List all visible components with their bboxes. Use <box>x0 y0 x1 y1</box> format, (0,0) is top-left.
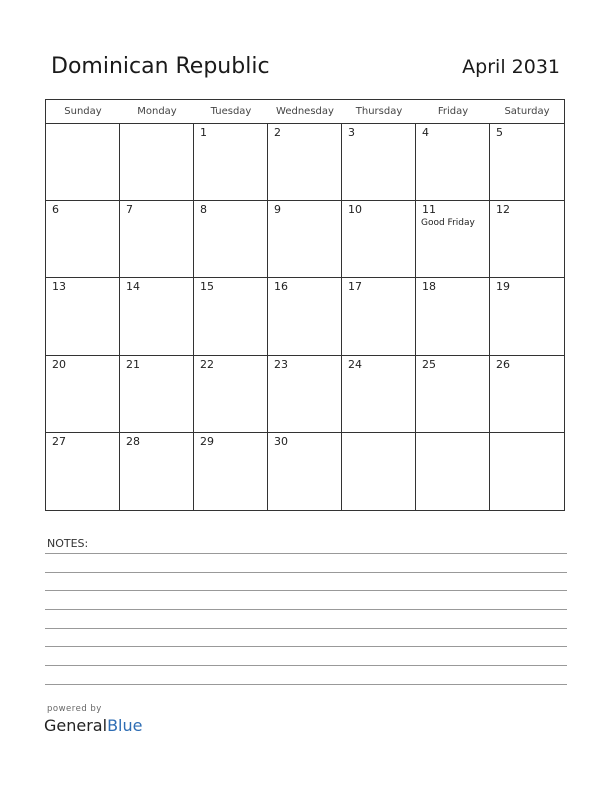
day-number: 29 <box>200 434 214 448</box>
day-cell <box>490 201 564 278</box>
day-number: 20 <box>52 357 66 371</box>
day-number: 8 <box>200 203 207 217</box>
note-line <box>45 684 567 685</box>
day-cell <box>490 356 564 433</box>
day-cell <box>416 124 490 201</box>
day-cell <box>268 433 342 510</box>
weekday-sunday: Sunday <box>64 106 102 117</box>
brand-blue: Blue <box>107 716 143 735</box>
day-cell <box>120 124 194 201</box>
day-number: 5 <box>496 126 503 139</box>
notes-label: NOTES: <box>47 537 89 550</box>
day-number: 4 <box>422 126 429 139</box>
day-number: 18 <box>422 280 436 294</box>
day-cell <box>342 278 416 355</box>
brand-logo <box>44 716 142 735</box>
day-number: 6 <box>52 203 59 217</box>
day-cell <box>46 433 120 510</box>
day-cell <box>268 356 342 433</box>
month-year-label: April 2031 <box>462 56 560 78</box>
day-cell <box>342 433 416 510</box>
day-cell <box>194 124 268 201</box>
day-cell <box>490 278 564 355</box>
weekday-tuesday: Tuesday <box>210 106 252 117</box>
weekday-saturday: Saturday <box>504 106 550 117</box>
day-number: 15 <box>200 280 214 294</box>
day-cell <box>416 356 490 433</box>
day-number: 16 <box>274 280 288 294</box>
note-line <box>45 590 567 591</box>
day-number: 30 <box>274 434 288 448</box>
day-cell <box>268 278 342 355</box>
day-number: 21 <box>126 357 140 371</box>
day-cell <box>194 356 268 433</box>
note-line <box>45 665 567 666</box>
day-cell <box>194 201 268 278</box>
note-line <box>45 609 567 610</box>
day-cell <box>268 201 342 278</box>
day-number: 19 <box>496 280 510 294</box>
day-number: 27 <box>52 434 66 448</box>
day-number: 7 <box>126 203 133 217</box>
weekday-friday: Friday <box>437 106 469 117</box>
day-number: 13 <box>52 280 66 294</box>
day-cell <box>120 433 194 510</box>
day-number: 26 <box>496 357 510 371</box>
holiday-label: Good Friday <box>421 218 475 229</box>
note-line <box>45 553 567 554</box>
note-line <box>45 572 567 573</box>
day-cell <box>342 201 416 278</box>
day-cell <box>416 201 490 278</box>
day-cell <box>342 356 416 433</box>
day-number: 11 <box>422 203 436 217</box>
day-cell <box>46 124 120 201</box>
day-number: 24 <box>348 357 362 371</box>
day-cell <box>120 201 194 278</box>
day-cell <box>120 278 194 355</box>
day-cell <box>46 356 120 433</box>
day-number: 9 <box>274 203 281 217</box>
day-number: 3 <box>348 126 355 139</box>
weekday-header-row <box>46 100 564 124</box>
day-number: 25 <box>422 357 436 371</box>
brand-general: General <box>44 716 108 735</box>
calendar-title: Dominican Republic <box>51 54 270 79</box>
day-number: 22 <box>200 357 214 371</box>
day-number: 14 <box>126 280 140 294</box>
day-number: 17 <box>348 280 362 294</box>
weekday-wednesday: Wednesday <box>276 106 334 117</box>
day-number: 28 <box>126 434 140 448</box>
day-cell <box>490 433 564 510</box>
day-number: 1 <box>200 126 207 139</box>
calendar-grid <box>45 99 565 511</box>
note-line <box>45 646 567 647</box>
note-line <box>45 628 567 629</box>
day-number: 2 <box>274 126 281 139</box>
day-cell <box>416 278 490 355</box>
powered-by-text: powered by <box>47 704 102 714</box>
day-cell <box>46 278 120 355</box>
day-grid <box>46 124 564 510</box>
day-number: 10 <box>348 203 362 217</box>
day-cell <box>268 124 342 201</box>
day-cell <box>490 124 564 201</box>
day-cell <box>120 356 194 433</box>
weekday-monday: Monday <box>137 106 177 117</box>
day-number: 12 <box>496 203 510 217</box>
weekday-thursday: Thursday <box>355 106 403 117</box>
day-cell <box>342 124 416 201</box>
day-cell <box>46 201 120 278</box>
day-cell <box>194 278 268 355</box>
day-cell <box>194 433 268 510</box>
day-cell <box>416 433 490 510</box>
day-number: 23 <box>274 357 288 371</box>
